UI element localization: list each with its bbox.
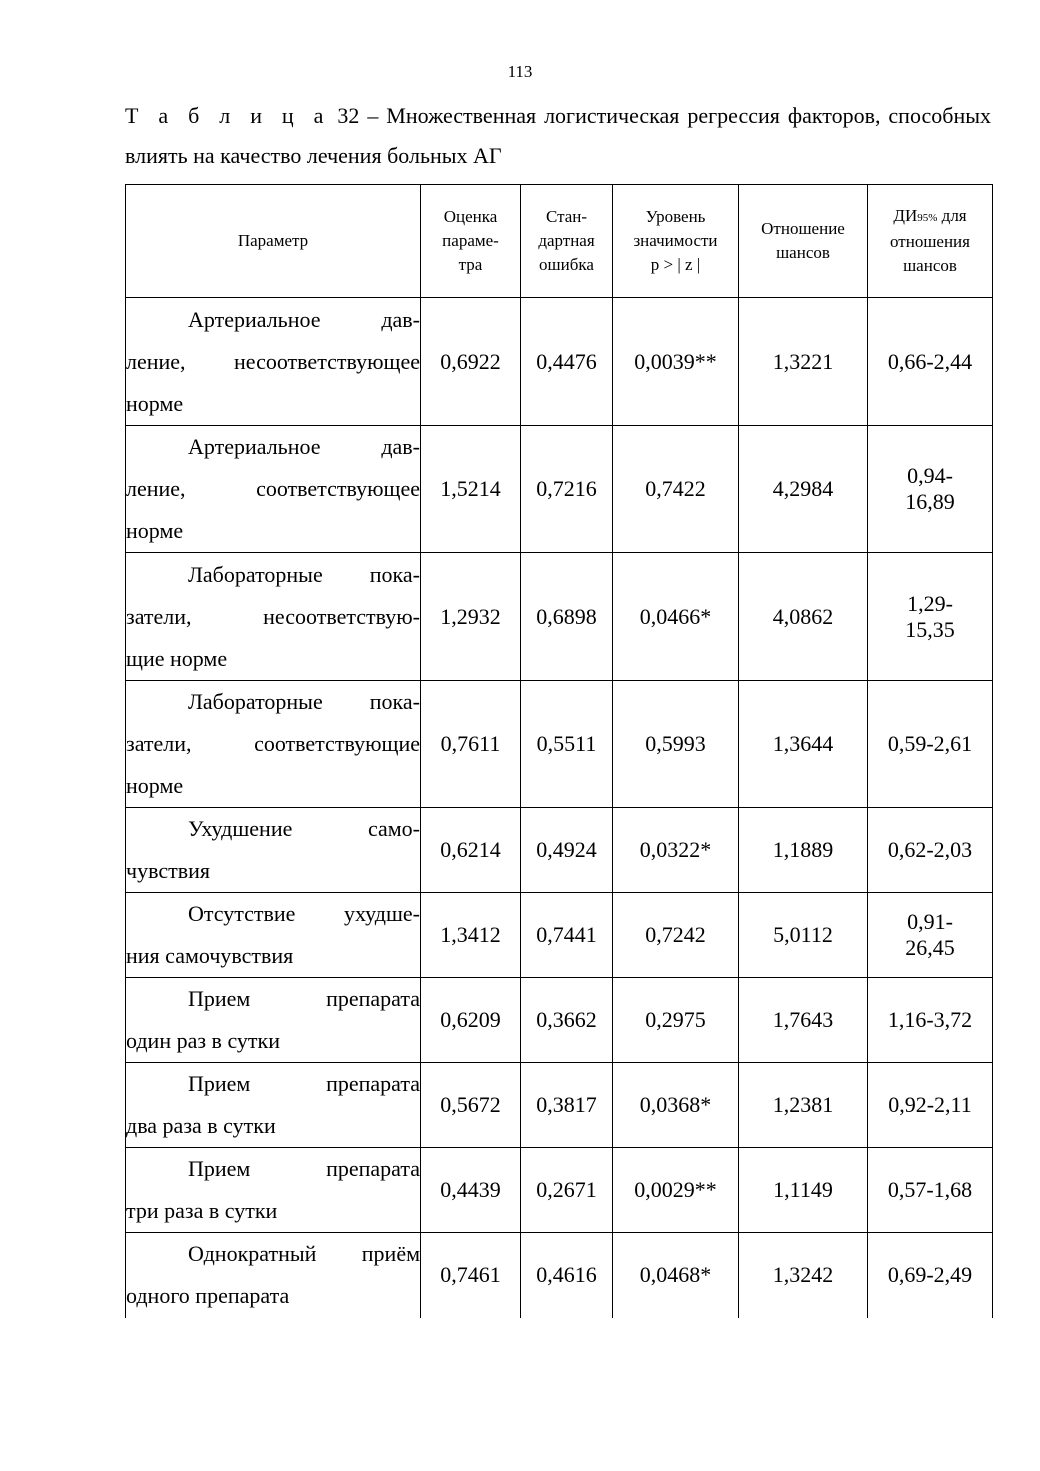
caption-line-1 [125,96,991,136]
cell-confidence-interval: 0,91- 26,45 [868,893,993,978]
cell-odds-ratio: 5,0112 [739,893,868,978]
cell-estimate: 0,4439 [421,1148,521,1233]
cell-parameter: Артериальное дав- ление, соответствующее норме [126,426,421,553]
cell-std-error: 0,5511 [521,681,613,808]
cell-confidence-interval: 0,69-2,49 [868,1233,993,1318]
cell-odds-ratio: 4,0862 [739,553,868,681]
cell-estimate: 0,7611 [421,681,521,808]
table-row [126,808,993,893]
cell-std-error: 0,6898 [521,553,613,681]
cell-std-error: 0,2671 [521,1148,613,1233]
cell-confidence-interval: 1,16-3,72 [868,978,993,1063]
caption-line-2: влиять на качество лечения больных АГ [125,143,502,168]
cell-significance: 0,0466* [613,553,739,681]
cell-std-error: 0,7216 [521,426,613,553]
header-odds-ratio: Отношение шансов [739,185,868,298]
table-row [126,426,993,553]
cell-odds-ratio: 1,7643 [739,978,868,1063]
caption-text: 32 – Множественная логистическая регрессия факторов, способных [329,103,992,128]
cell-significance: 0,5993 [613,681,739,808]
cell-confidence-interval: 0,92-2,11 [868,1063,993,1148]
cell-odds-ratio: 1,2381 [739,1063,868,1148]
cell-estimate: 0,6922 [421,298,521,426]
caption-label: Т а б л и ц а [125,103,330,128]
page-number: 113 [507,62,533,81]
cell-odds-ratio: 1,3242 [739,1233,868,1318]
cell-odds-ratio: 1,3221 [739,298,868,426]
cell-confidence-interval: 0,57-1,68 [868,1148,993,1233]
cell-parameter: Прием препарата один раз в сутки [126,978,421,1063]
cell-estimate: 0,6209 [421,978,521,1063]
cell-confidence-interval: 0,94- 16,89 [868,426,993,553]
cell-parameter: Лабораторные пока- затели, несоответствую- щие норме [126,553,421,681]
cell-odds-ratio: 4,2984 [739,426,868,553]
table-row [126,553,993,681]
cell-estimate: 0,6214 [421,808,521,893]
cell-odds-ratio: 1,3644 [739,681,868,808]
cell-parameter: Артериальное дав- ление, несоответствующее норме [126,298,421,426]
cell-estimate: 0,7461 [421,1233,521,1318]
header-confidence-interval: ДИ95% для отношения шансов [868,185,993,298]
cell-std-error: 0,4924 [521,808,613,893]
header-estimate: Оценка параме- тра [421,185,521,298]
table-row [126,978,993,1063]
cell-significance: 0,0368* [613,1063,739,1148]
cell-odds-ratio: 1,1889 [739,808,868,893]
cell-confidence-interval: 0,62-2,03 [868,808,993,893]
cell-significance: 0,7242 [613,893,739,978]
cell-parameter: Лабораторные пока- затели, соответствующие норме [126,681,421,808]
cell-significance: 0,7422 [613,426,739,553]
cell-std-error: 0,3662 [521,978,613,1063]
cell-parameter: Однократный приём одного препарата [126,1233,421,1318]
table-row [126,1233,993,1318]
cell-confidence-interval: 1,29- 15,35 [868,553,993,681]
cell-parameter: Ухудшение само- чувствия [126,808,421,893]
cell-significance: 0,2975 [613,978,739,1063]
cell-parameter: Отсутствие ухудше- ния самочувствия [126,893,421,978]
regression-table [125,184,993,1318]
table-row [126,1148,993,1233]
cell-confidence-interval: 0,66-2,44 [868,298,993,426]
cell-significance: 0,0322* [613,808,739,893]
cell-std-error: 0,4476 [521,298,613,426]
table-header-row [126,185,993,298]
cell-estimate: 1,5214 [421,426,521,553]
header-significance: Уровень значимости p > | z | [613,185,739,298]
cell-parameter: Прием препарата три раза в сутки [126,1148,421,1233]
cell-estimate: 0,5672 [421,1063,521,1148]
table-row [126,298,993,426]
table-row [126,1063,993,1148]
table-row [126,893,993,978]
cell-parameter: Прием препарата два раза в сутки [126,1063,421,1148]
cell-odds-ratio: 1,1149 [739,1148,868,1233]
header-std-error: Стан- дартная ошибка [521,185,613,298]
cell-estimate: 1,2932 [421,553,521,681]
cell-significance: 0,0029** [613,1148,739,1233]
table-caption [125,96,991,176]
cell-confidence-interval: 0,59-2,61 [868,681,993,808]
table-row [126,681,993,808]
cell-significance: 0,0468* [613,1233,739,1318]
cell-std-error: 0,4616 [521,1233,613,1318]
cell-estimate: 1,3412 [421,893,521,978]
header-parameter: Параметр [126,185,421,298]
cell-std-error: 0,7441 [521,893,613,978]
cell-significance: 0,0039** [613,298,739,426]
cell-std-error: 0,3817 [521,1063,613,1148]
